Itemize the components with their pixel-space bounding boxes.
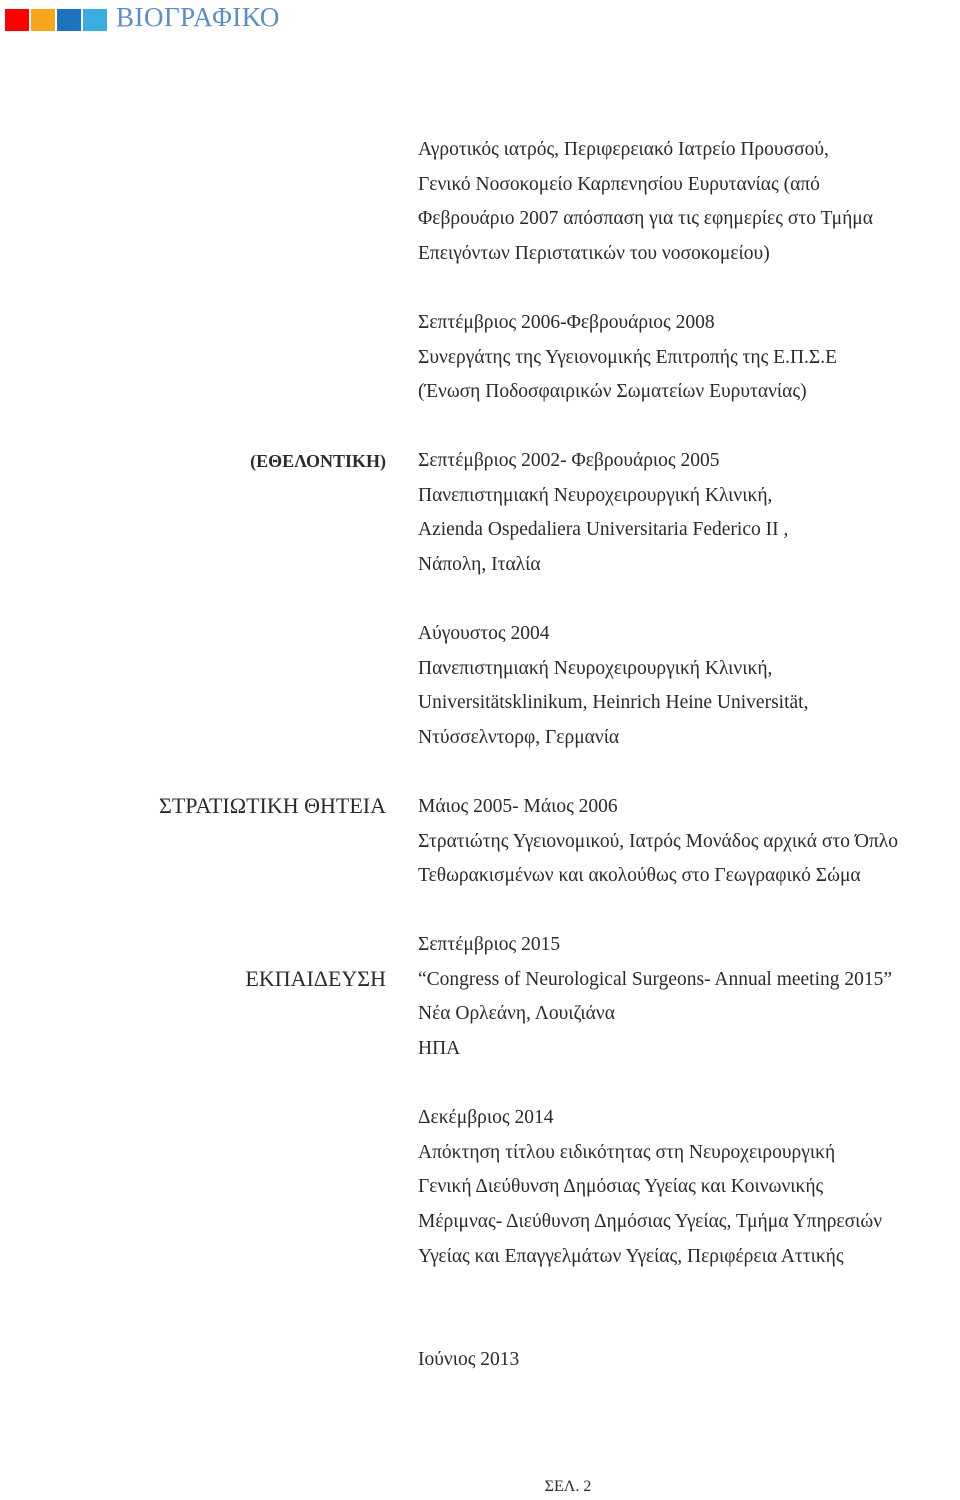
entry-line: Σεπτέμβριος 2006-Φεβρουάριος 2008 bbox=[418, 312, 715, 333]
cv-entry-dusseldorf bbox=[418, 617, 808, 756]
cv-entry-epse bbox=[418, 306, 837, 410]
entry-line: Πανεπιστημιακή Νευροχειρουργική Κλινική, bbox=[418, 657, 773, 679]
entry-line: (Ένωση Ποδοσφαιρικών Σωματείων Ευρυτανίας) bbox=[418, 381, 807, 403]
section-label-education: ΕΚΠΑΙΔΕΥΣΗ bbox=[245, 966, 386, 991]
entry-line: Ιούνιος 2013 bbox=[418, 1349, 520, 1370]
entry-line: Φεβρουάριο 2007 απόσπαση για τις εφημερίες στο Τμήμα bbox=[418, 208, 873, 230]
section-label-military: ΣΤΡΑΤΙΩΤΙΚΗ ΘΗΤΕΙΑ bbox=[159, 793, 386, 818]
entry-line: Υγείας και Επαγγελμάτων Υγείας, Περιφέρεια Αττικής bbox=[418, 1245, 844, 1267]
entry-line: Συνεργάτης της Υγειονομικής Επιτροπής της Ε.Π.Σ.Ε bbox=[418, 346, 838, 368]
entry-line: Τεθωρακισμένων και ακολούθως στο Γεωγραφικό Σώμα bbox=[418, 865, 861, 887]
entry-line: Azienda Ospedaliera Universitaria Federico II , bbox=[418, 519, 789, 541]
entry-line: Universitätsklinikum, Heinrich Heine Universität, bbox=[418, 692, 809, 714]
entry-line: Απόκτηση τίτλου ειδικότητας στη Νευροχειρουργική bbox=[418, 1141, 836, 1163]
entry-line: Μέριμνας- Διεύθυνση Δημόσιας Υγείας, Τμήμα Υπηρεσιών bbox=[418, 1211, 883, 1233]
logo-square-red bbox=[5, 9, 29, 31]
page-number: ΣΕΛ. 2 bbox=[544, 1478, 592, 1495]
logo-square-lightblue bbox=[83, 9, 107, 31]
entry-line: ΗΠΑ bbox=[418, 1038, 461, 1060]
entry-line: “Congress of Neurological Surgeons- Annual meeting 2015” bbox=[418, 968, 893, 990]
entry-line: Δεκέμβριος 2014 bbox=[418, 1107, 554, 1128]
logo-squares bbox=[5, 9, 107, 31]
entry-line: Στρατιώτης Υγειονομικού, Ιατρός Μονάδος αρχικά στο Όπλο bbox=[418, 830, 898, 852]
entry-line: Πανεπιστημιακή Νευροχειρουργική Κλινική, bbox=[418, 484, 773, 506]
entry-line: Γενική Διεύθυνση Δημόσιας Υγείας και Κοινωνικής bbox=[418, 1176, 824, 1198]
entry-line: Επειγόντων Περιστατικών του νοσοκομείου) bbox=[418, 243, 770, 265]
entry-line: Σεπτέμβριος 2002- Φεβρουάριος 2005 bbox=[418, 450, 720, 471]
section-label-volunteer: (ΕΘΕΛΟΝΤΙΚΗ) bbox=[250, 451, 386, 471]
cv-entry-rural-doctor bbox=[418, 133, 873, 272]
logo-square-orange bbox=[31, 9, 55, 31]
entry-line: Νέα Ορλεάνη, Λουιζιάνα bbox=[418, 1003, 615, 1025]
page-title: ΒΙΟΓΡΑΦΙΚΟ bbox=[116, 2, 280, 32]
entry-line: Γενικό Νοσοκομείο Καρπενησίου Ευρυτανίας (από bbox=[418, 173, 820, 195]
entry-line: Νάπολη, Ιταλία bbox=[418, 554, 541, 576]
cv-entry-specialty-title bbox=[418, 1101, 882, 1275]
cv-entry-naples bbox=[418, 444, 788, 583]
entry-line: Αύγουστος 2004 bbox=[418, 623, 550, 644]
entry-line: Σεπτέμβριος 2015 bbox=[418, 934, 561, 955]
cv-entry-military bbox=[418, 790, 898, 894]
entry-line: Αγροτικός ιατρός, Περιφερειακό Ιατρείο Προυσσού, bbox=[418, 139, 829, 160]
logo-square-blue bbox=[57, 9, 81, 31]
entry-line: Μάιος 2005- Μάιος 2006 bbox=[418, 796, 618, 817]
cv-entry-cns-congress bbox=[418, 928, 892, 1067]
entry-line: Ντύσσελντορφ, Γερμανία bbox=[418, 727, 620, 749]
cv-entry-june-2013 bbox=[418, 1343, 519, 1378]
